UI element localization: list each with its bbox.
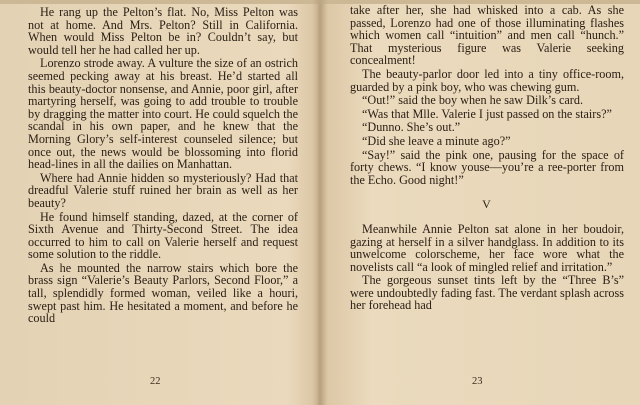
paragraph: “Out!” said the boy when he saw Dilk’s card. — [362, 93, 584, 108]
paragraph: “Dunno. She’s out.” — [362, 120, 461, 135]
left-page-text — [28, 6, 298, 325]
paragraph: Lorenzo strode away. A vulture the size of an ostrich seemed pecking away at his breast. He’d started all this beauty-doctor nonsense, and Annie, poor girl, after martyring herself, was going to add trouble to trouble by dragging the matter into court. He could squelch the scandal in his own paper, and he knew that the Morning Glory’s self-interest counseled silence; but once out, the news would be blossoming into florid head-lines in all the dailies on Manhattan. — [28, 56, 298, 172]
paragraph: “Did she leave a minute ago?” — [362, 133, 511, 148]
paragraph: As he mounted the narrow stairs which bore the brass sign “Valerie’s Beauty Parlors, Second Floor,” a tall, splendidly formed woman, veiled like a houri, swept past him. He hesitated a moment, and before he could — [28, 260, 298, 326]
paragraph: The gorgeous sunset tints left by the “Three B’s” were undoubtedly fading fast. The verdant splash across her forehead had — [350, 273, 624, 313]
paragraph: “Say!” said the pink one, pausing for the space of forty chews. “I know youse—you’re a ree-porter from the Echo. Good night!” — [350, 147, 624, 187]
paragraph: The beauty-parlor door led into a tiny office-room, guarded by a pink boy, who was chewing gum. — [350, 66, 624, 94]
page-number: 23 — [472, 376, 483, 387]
paragraph: He rang up the Pelton’s flat. No, Miss Pelton was not at home. And Mrs. Pelton? Still in California. When would Miss Pelton be in? Couldn’t say, but would tell her he had called her up. — [28, 5, 298, 57]
paragraph: take after her, she had whisked into a cab. As she passed, Lorenzo had one of those illuminating flashes which women call “intuition” and men call “hunch.” That mysterious figure was Valerie seeking concealment! — [350, 3, 624, 68]
page-number: 22 — [150, 376, 161, 387]
paragraph: He found himself standing, dazed, at the corner of Sixth Avenue and Thirty-Second Street. The idea occurred to him to call on Valerie herself and request some solution to the riddle. — [28, 209, 298, 262]
paragraph: “Was that Mlle. Valerie I just passed on the stairs?” — [362, 106, 612, 121]
chapter-heading: V — [482, 197, 492, 212]
right-page-text — [350, 4, 624, 312]
paragraph: Meanwhile Annie Pelton sat alone in her boudoir, gazing at herself in a silver handglass. In addition to its unwelcome colorscheme, her face wore what the novelists call “a look of mingled relief and irritation.” — [350, 221, 624, 274]
paragraph: Where had Annie hidden so mysteriously? Had that dreadful Valerie stuff ruined her brain as well as her beauty? — [28, 170, 298, 210]
right-page — [320, 0, 640, 405]
